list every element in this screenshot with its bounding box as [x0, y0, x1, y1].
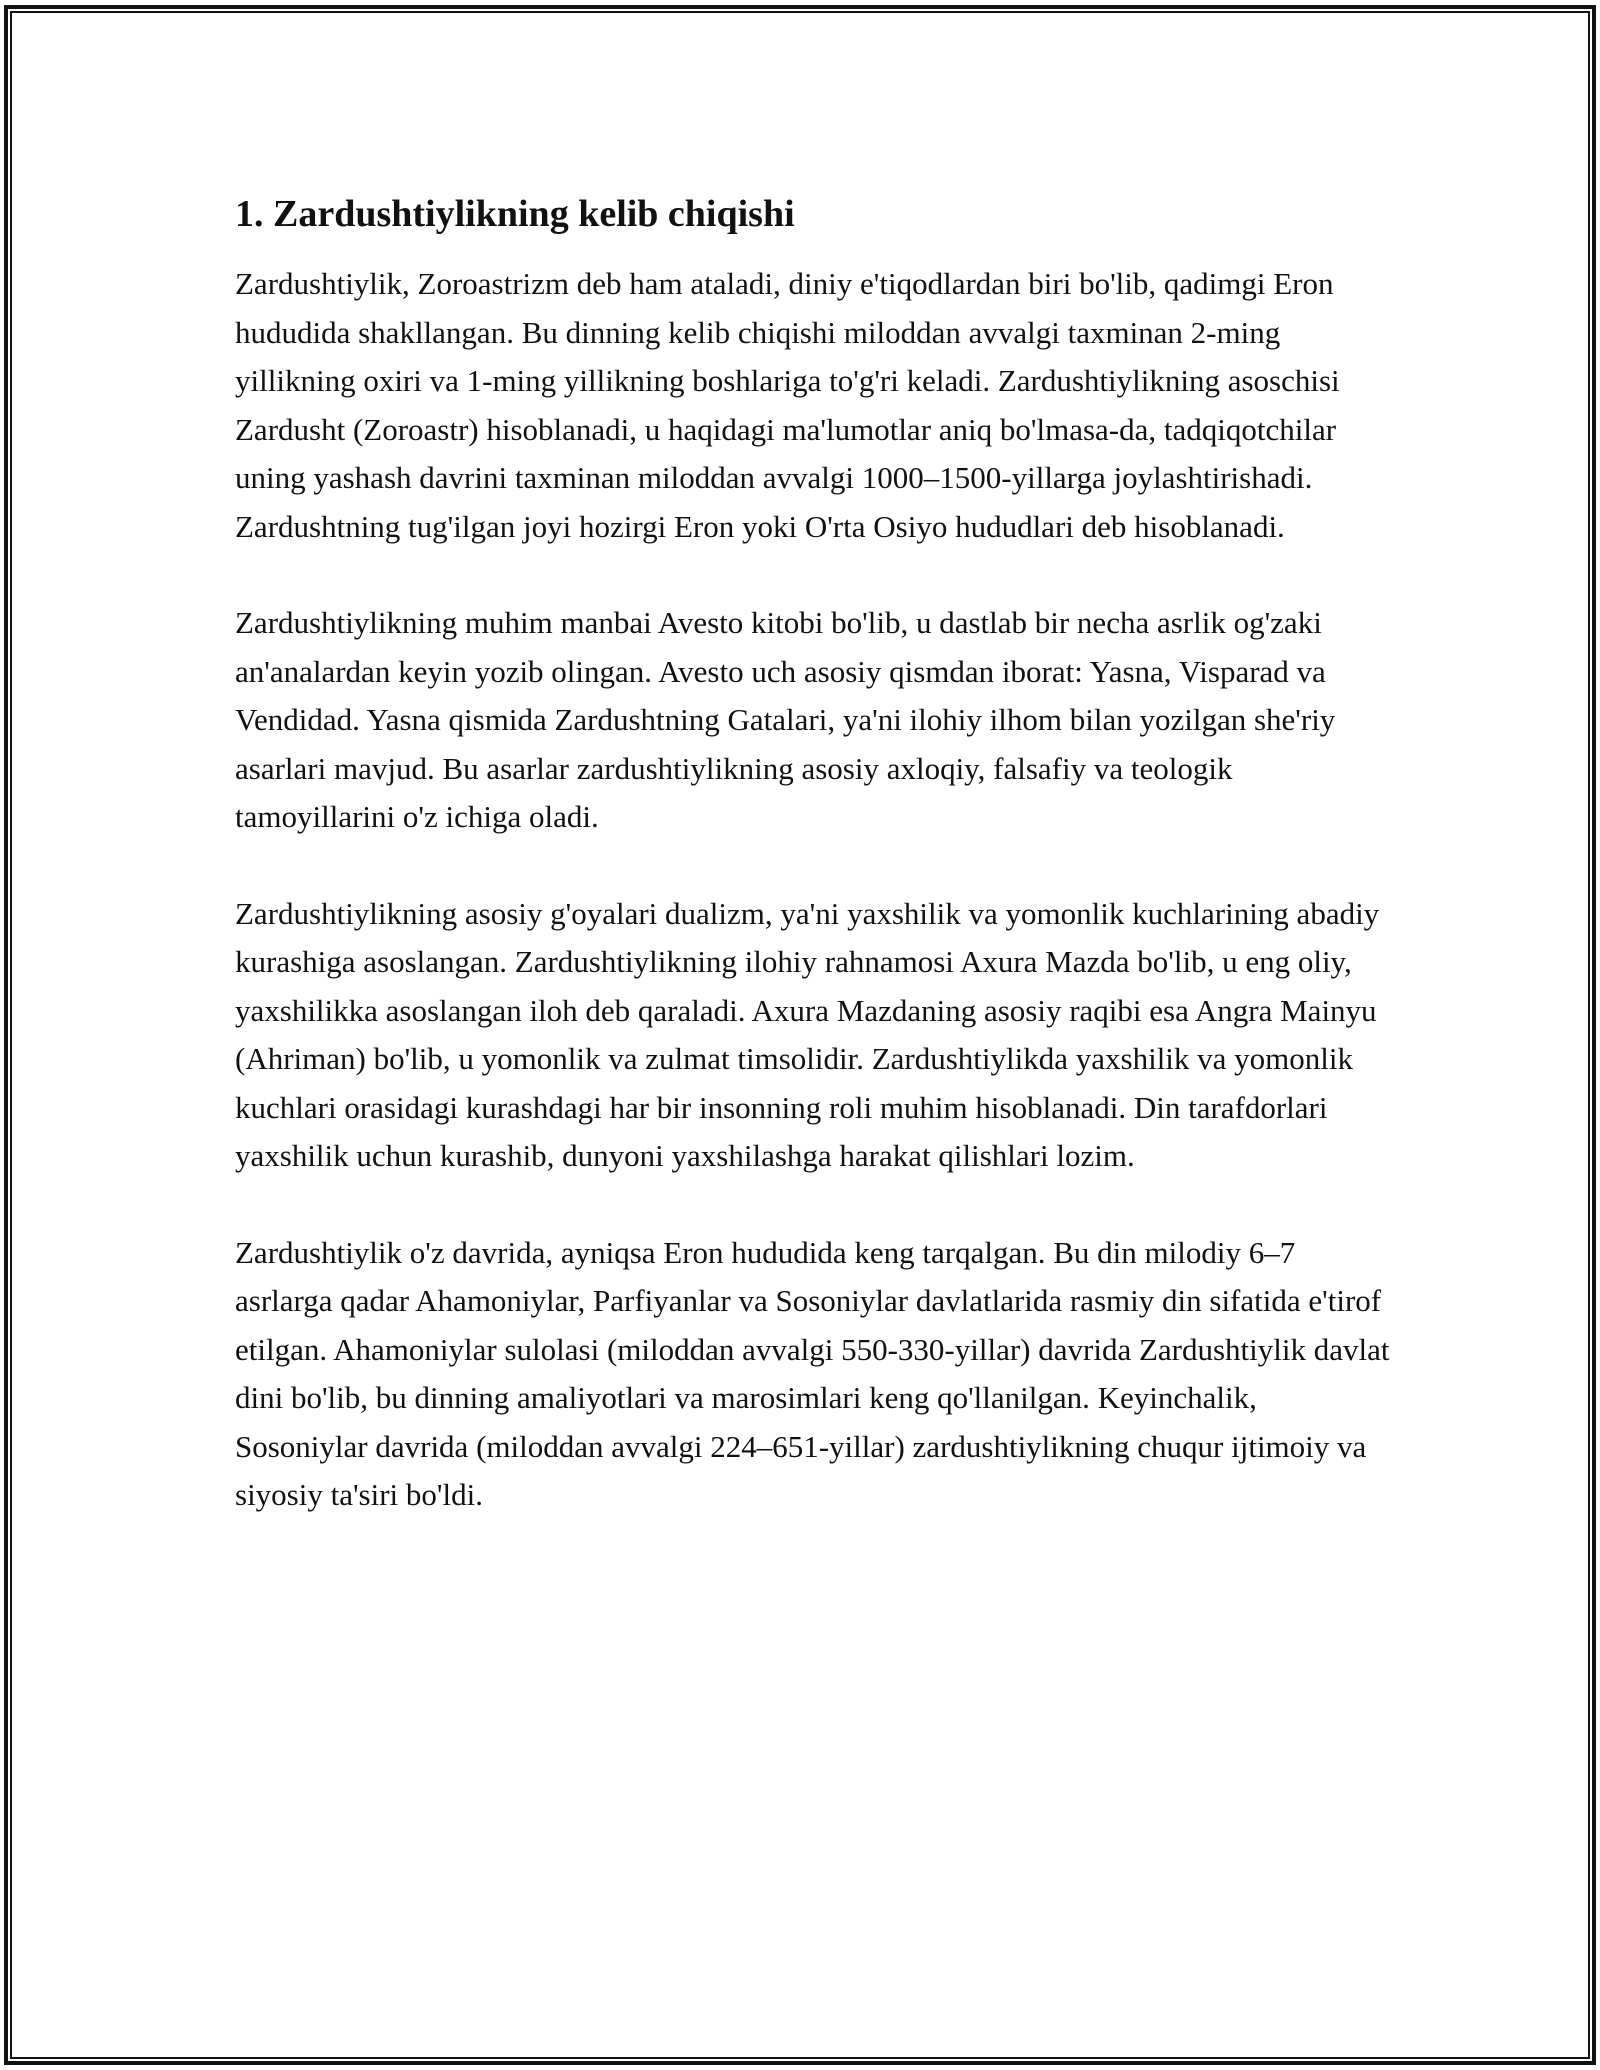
document-body: [235, 188, 1395, 1568]
section-heading: 1. Zardushtiylikning kelib chiqishi: [235, 193, 795, 235]
paragraph-origin: Zardushtiylik, Zoroastrizm deb ham ataladi, diniy e'tiqodlardan biri bo'lib, qadimgi Eron hududida shakllangan. Bu dinning kelib chiqishi miloddan avvalgi taxminan 2-ming yillikning oxiri va 1-ming yillikning boshlariga to'g'ri keladi. Zardushtiylikning asoschisi Zardusht (Zoroastr) hisoblanadi, u haqidagi ma'lumotlar aniq bo'lmasa-da, tadqiqotchilar uning yashash davrini taxminan miloddan avvalgi 1000–1500-yillarga joylashtirishadi. Zardushtning tug'ilgan joyi hozirgi Eron yoki O'rta Osiyo hududlari deb hisoblanadi.: [235, 266, 1340, 544]
paragraph-dualism: Zardushtiylikning asosiy g'oyalari dualizm, ya'ni yaxshilik va yomonlik kuchlarining abadiy kurashiga asoslangan. Zardushtiylikning ilohiy rahnamosi Axura Mazda bo'lib, u eng oliy, yaxshilikka asoslangan iloh deb qaraladi. Axura Mazdaning asosiy raqibi esa Angra Mainyu (Ahriman) bo'lib, u yomonlik va zulmat timsolidir. Zardushtiylikda yaxshilik va yomonlik kuchlari orasidagi kurashdagi har bir insonning roli muhim hisoblanadi. Din tarafdorlari yaxshilik uchun kurashib, dunyoni yaxshilashga harakat qilishlari lozim.: [235, 895, 1380, 1173]
paragraph-spread: Zardushtiylik o'z davrida, ayniqsa Eron hududida keng tarqalgan. Bu din milodiy 6–7 asrlarga qadar Ahamoniylar, Parfiyanlar va Sosoniylar davlatlarida rasmiy din sifatida e'tirof etilgan. Ahamoniylar sulolasi (miloddan avvalgi 550-330-yillar) davrida Zardushtiylik davlat dini bo'lib, bu dinning amaliyotlari va marosimlari keng qo'llanilgan. Keyinchalik, Sosoniylar davrida (miloddan avvalgi 224–651-yillar) zardushtiylikning chuqur ijtimoiy va siyosiy ta'siri bo'ldi.: [235, 1234, 1390, 1512]
paragraph-avesta: Zardushtiylikning muhim manbai Avesto kitobi bo'lib, u dastlab bir necha asrlik og'zaki an'analardan keyin yozib olingan. Avesto uch asosiy qismdan iborat: Yasna, Visparad va Vendidad. Yasna qismida Zardushtning Gatalari, ya'ni ilohiy ilhom bilan yozilgan she'riy asarlari mavjud. Bu asarlar zardushtiylikning asosiy axloqiy, falsafiy va teologik tamoyillarini o'z ichiga oladi.: [235, 605, 1336, 834]
